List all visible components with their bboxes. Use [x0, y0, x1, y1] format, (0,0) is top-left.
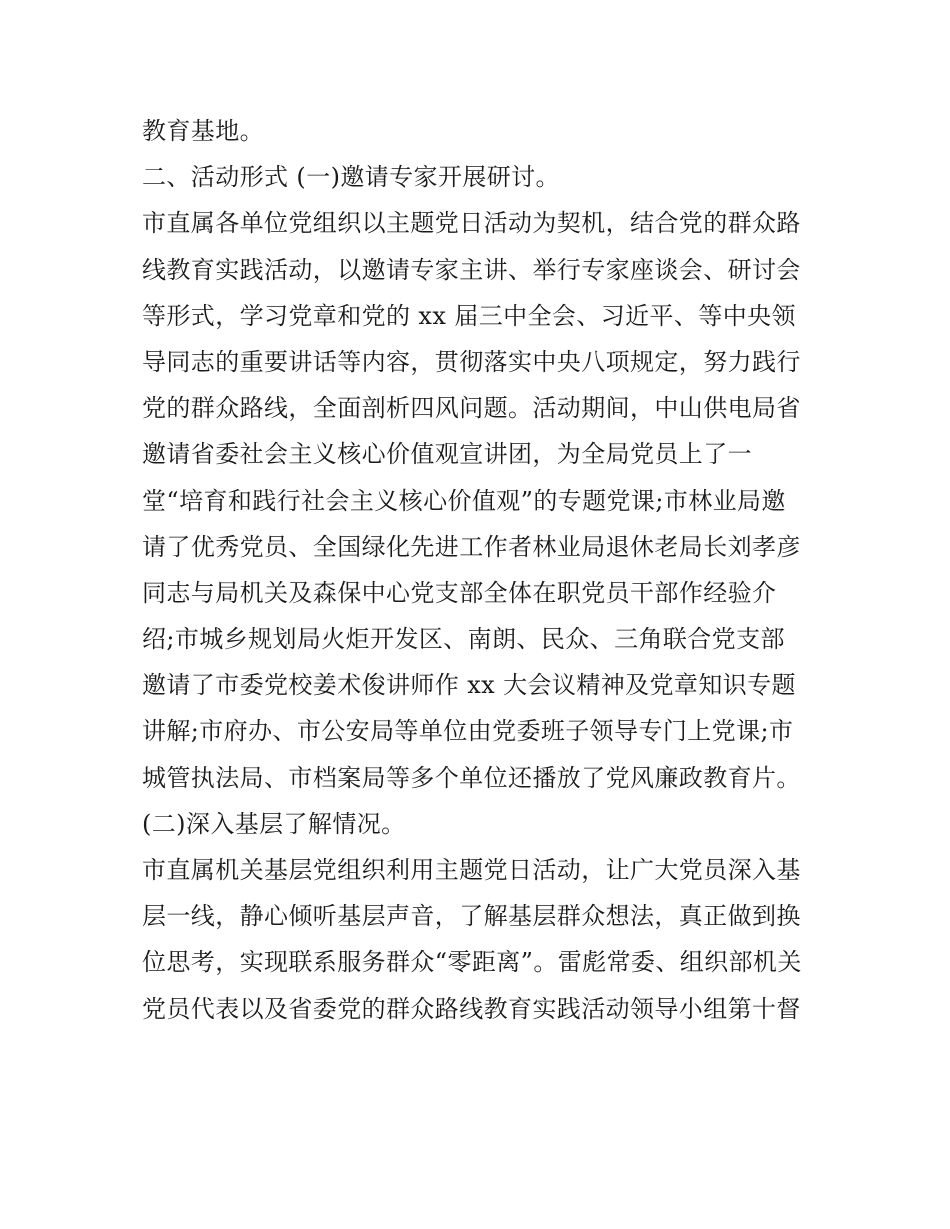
text-line: 党员代表以及省委党的群众路线教育实践活动领导小组第十督 — [142, 994, 801, 1023]
section-heading: 二、活动形式 (一)邀请专家开展研讨。 — [142, 163, 560, 192]
document-body — [142, 108, 822, 1032]
text-line: 绍;市城乡规划局火炬开发区、南朗、民众、三角联合党支部 — [142, 625, 785, 654]
text-line: 等形式，学习党章和党的 xx 届三中全会、习近平、等中央领 — [142, 301, 796, 330]
text-line: 城管执法局、市档案局等多个单位还播放了党风廉政教育片。 — [142, 763, 801, 792]
text-line: 教育基地。 — [142, 117, 264, 145]
text-line: 邀请了市委党校姜术俊讲师作 xx 大会议精神及党章知识专题 — [142, 671, 796, 700]
text-line: 市直属机关基层党组织利用主题党日活动，让广大党员深入基 — [142, 856, 801, 884]
text-line: 讲解;市府办、市公安局等单位由党委班子领导专门上党课;市 — [142, 717, 794, 746]
text-line: 同志与局机关及森保中心党支部全体在职党员干部作经验介 — [142, 578, 777, 607]
text-line: 市直属各单位党组织以主题党日活动为契机，结合党的群众路 — [142, 209, 801, 238]
text-line: 位思考，实现联系服务群众“零距离”。雷彪常委、组织部机关 — [142, 948, 802, 977]
text-line: 层一线，静心倾听基层声音，了解基层群众想法，真正做到换 — [142, 902, 801, 931]
text-line: 导同志的重要讲话等内容，贯彻落实中央八项规定，努力践行 — [142, 347, 801, 376]
text-line: 党的群众路线，全面剖析四风问题。活动期间，中山供电局省 — [142, 394, 801, 423]
text-line: 线教育实践活动，以邀请专家主讲、举行专家座谈会、研讨会 — [142, 255, 801, 284]
text-line: 堂“培育和践行社会主义核心价值观”的专题党课;市林业局邀 — [142, 486, 786, 515]
text-line: 邀请省委社会主义核心价值观宣讲团，为全局党员上了一 — [142, 440, 752, 469]
section-heading: (二)深入基层了解情况。 — [142, 809, 406, 838]
text-line: 请了优秀党员、全国绿化先进工作者林业局退休老局长刘孝彦 — [142, 532, 801, 561]
